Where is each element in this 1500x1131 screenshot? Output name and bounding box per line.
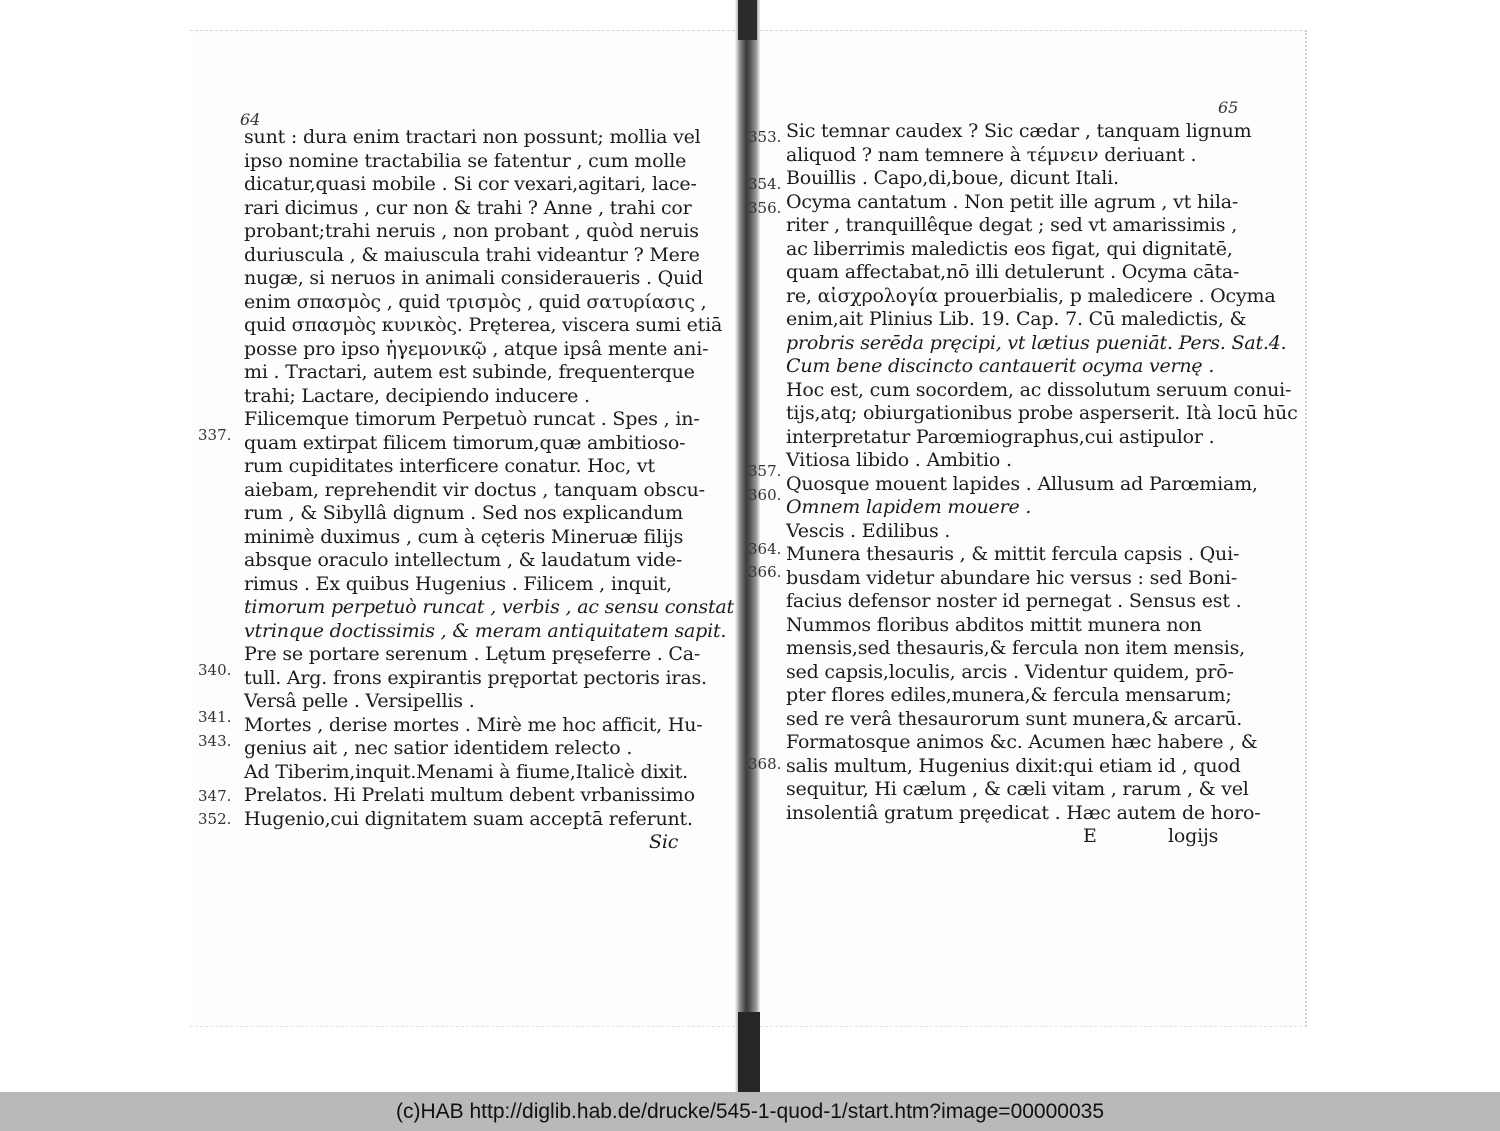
margin-line-number: 337. xyxy=(198,426,232,444)
text-line: quam affectabat,nō illi detulerunt . Ocyma cāta- xyxy=(786,261,1240,283)
margin-line-number: 357. xyxy=(748,462,782,480)
margin-line-number: 343. xyxy=(198,732,232,750)
text-line: Vescis . Edilibus . xyxy=(786,519,951,542)
right-page-number: 65 xyxy=(1218,98,1239,117)
text-line: rum cupiditates interficere conatur. Hoc, vt xyxy=(244,455,655,477)
text-line: Cum bene discincto cantauerit ocyma vernę . xyxy=(786,355,1215,377)
text-line: busdam videtur abundare hic versus : sed Boni- xyxy=(786,566,1238,589)
gutter-shadow-bottom xyxy=(738,1012,760,1092)
text-line: mi . Tractari, autem est subinde, frequenterque xyxy=(244,361,695,383)
text-line: Nummos floribus abditos mittit munera non xyxy=(786,613,1202,636)
margin-line-number: 356. xyxy=(748,199,782,217)
gutter-shadow-top xyxy=(738,0,757,40)
text-line: facius defensor noster id pernegat . Sensus est . xyxy=(786,590,1242,612)
catchword: logijs xyxy=(1168,825,1219,847)
text-line: ac liberrimis maledictis eos figat, qui dignitatē, xyxy=(786,237,1233,260)
text-line: Prelatos. Hi Prelati multum debent vrbanissimo xyxy=(244,784,695,806)
text-line: enim σπασμὸς , quid τρισμὸς , quid σατυρίασις , xyxy=(244,290,707,313)
margin-line-number: 341. xyxy=(198,708,232,726)
text-line: duriuscula , & maiuscula trahi videantur ? Mere xyxy=(244,243,700,266)
text-line: mensis,sed thesauris,& fercula non item mensis, xyxy=(786,637,1246,659)
text-line: rimus . Ex quibus Hugenius . Filicem , inquit, xyxy=(244,572,672,595)
margin-line-number: 340. xyxy=(198,661,232,679)
text-line: Pre se portare serenum . Lętum pręseferre . Ca- xyxy=(244,643,701,665)
text-line: pter flores ediles,munera,& fercula mensarum; xyxy=(786,684,1232,706)
text-line: insolentiâ gratum pręedicat . Hæc autem de horo- xyxy=(786,801,1261,824)
text-line: ipso nomine tractabilia se fatentur , cum molle xyxy=(244,149,687,172)
text-line: tull. Arg. frons expirantis pręportat pectoris iras. xyxy=(244,666,707,689)
text-line: trahi; Lactare, decipiendo inducere . xyxy=(244,384,590,407)
margin-line-number: 347. xyxy=(198,787,232,805)
text-line: Vitiosa libido . Ambitio . xyxy=(786,449,1012,471)
text-line: Mortes , derise mortes . Mirè me hoc afficit, Hu- xyxy=(244,713,703,736)
text-line: nugæ, si neruos in animali consideraueris . Quid xyxy=(244,267,703,289)
catchword-line xyxy=(786,825,1298,849)
text-line: Formatosque animos &c. Acumen hæc habere , & xyxy=(786,731,1258,753)
text-line: timorum perpetuò runcat , verbis , ac sensu constat xyxy=(244,596,734,618)
text-line: riter , tranquillêque degat ; sed vt amarissimis , xyxy=(786,214,1238,236)
text-line: rari dicimus , cur non & trahi ? Anne , trahi cor xyxy=(244,196,692,219)
text-line: aliquod ? nam temnere à τέμνειν deriuant . xyxy=(786,143,1197,166)
margin-line-number: 368. xyxy=(748,755,782,773)
text-line: sequitur, Hi cælum , & cæli vitam , rarum , & vel xyxy=(786,778,1249,800)
copyright-caption: (c)HAB http://diglib.hab.de/drucke/545-1-quod-1/start.htm?image=00000035 xyxy=(395,1100,1104,1123)
text-line: Quosque mouent lapides . Allusum ad Parœmiam, xyxy=(786,472,1258,495)
signature-mark: E xyxy=(1083,825,1097,847)
text-line: enim,ait Plinius Lib. 19. Cap. 7. Cū maledictis, & xyxy=(786,308,1247,330)
text-line: absque oraculo intellectum , & laudatum vide- xyxy=(244,549,683,571)
right-page-text xyxy=(786,120,1298,849)
text-line: minimè duximus , cum à cęteris Mineruæ filijs xyxy=(244,525,684,548)
text-line: Bouillis . Capo,di,boue, dicunt Itali. xyxy=(786,167,1119,189)
text-line: genius ait , nec satior identidem relecto . xyxy=(244,737,633,759)
text-line: sed re verâ thesaurorum sunt munera,& arcarū. xyxy=(786,707,1243,730)
text-line: Filicemque timorum Perpetuò runcat . Spes , in- xyxy=(244,408,700,430)
text-line: interpretatur Parœmiographus,cui astipulor . xyxy=(786,425,1215,448)
text-line: aiebam, reprehendit vir doctus , tanquam obscu- xyxy=(244,478,705,501)
text-line: quid σπασμὸς κυνικὸς. Pręterea, viscera sumi etiā xyxy=(244,314,723,336)
text-line: Ad Tiberim,inquit.Menami à fiume,Italicè dixit. xyxy=(244,760,689,783)
catchword: Sic xyxy=(649,831,679,853)
margin-line-number: 352. xyxy=(198,810,232,828)
text-line: Sic temnar caudex ? Sic cædar , tanquam lignum xyxy=(786,120,1252,142)
margin-line-number: 364. xyxy=(748,540,782,558)
left-page-text xyxy=(244,126,734,855)
copyright-caption-bar xyxy=(0,1092,1500,1131)
text-line: re, αἰσχρολογία prouerbialis, p maledicere . Ocyma xyxy=(786,284,1276,307)
text-line: Ocyma cantatum . Non petit ille agrum , vt hila- xyxy=(786,190,1239,213)
text-line: probris serēda pręcipi, vt lætius pueniāt. Pers. Sat.4. xyxy=(786,331,1287,354)
text-line: quam extirpat filicem timorum,quæ ambitioso- xyxy=(244,431,686,454)
text-line: vtrinque doctissimis , & meram antiquitatem sapit. xyxy=(244,619,727,642)
text-line: dicatur,quasi mobile . Si cor vexari,agitari, lace- xyxy=(244,173,697,195)
text-line: sed capsis,loculis, arcis . Videntur quidem, prō- xyxy=(786,660,1234,683)
text-line: posse pro ipso ἡγεμονικῷ , atque ipsâ mente ani- xyxy=(244,337,709,360)
text-line: Omnem lapidem mouere . xyxy=(786,496,1032,518)
text-line: tijs,atq; obiurgationibus probe asperserit. Ità locū hūc xyxy=(786,402,1298,424)
text-line: rum , & Sibyllâ dignum . Sed nos explicandum xyxy=(244,502,683,524)
margin-line-number: 354. xyxy=(748,175,782,193)
margin-line-number: 353. xyxy=(748,128,782,146)
margin-line-number: 366. xyxy=(748,563,782,581)
text-line: Versâ pelle . Versipellis . xyxy=(244,690,475,712)
margin-line-number: 360. xyxy=(748,486,782,504)
text-line: salis multum, Hugenius dixit:qui etiam id , quod xyxy=(786,754,1241,777)
left-page-number: 64 xyxy=(240,110,261,129)
text-line: Munera thesauris , & mittit fercula capsis . Qui- xyxy=(786,543,1240,565)
text-line: Hoc est, cum socordem, ac dissolutum seruum conui- xyxy=(786,378,1292,401)
text-line: sunt : dura enim tractari non possunt; mollia vel xyxy=(244,126,701,148)
text-line: probant;trahi neruis , non probant , quòd neruis xyxy=(244,220,699,242)
text-line: Hugenio,cui dignitatem suam acceptā referunt. xyxy=(244,807,693,830)
